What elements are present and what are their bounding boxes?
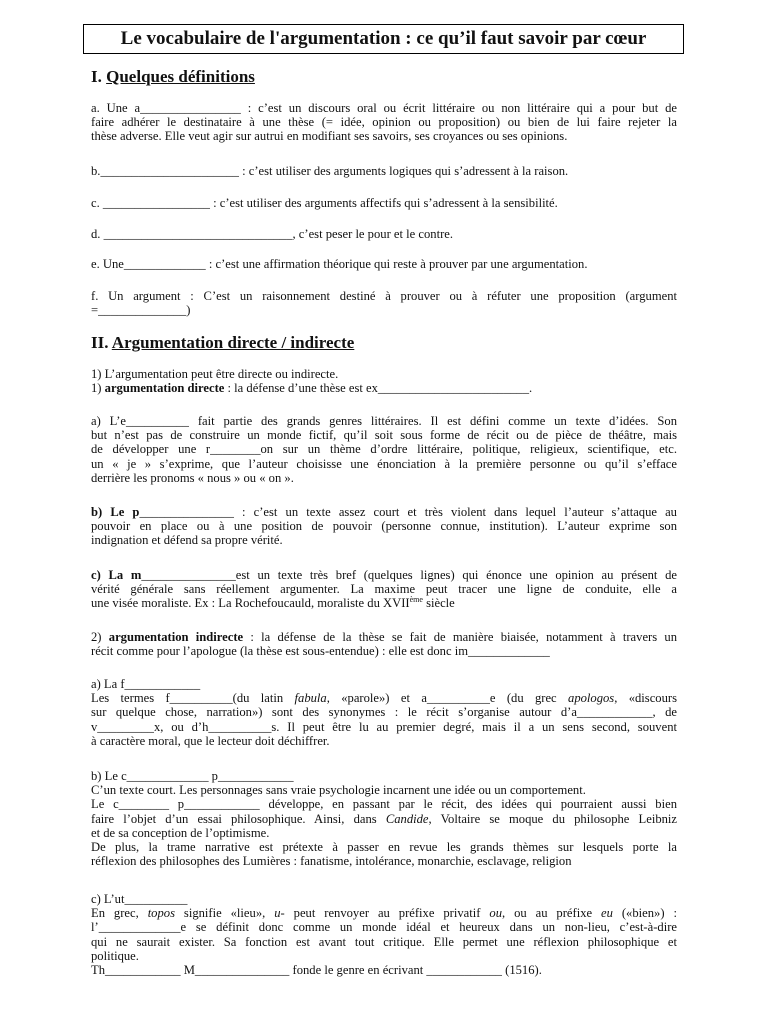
section-1-heading: [91, 67, 255, 87]
conte-line: De plus, la trame narrative est prétexte à passer en revue les grands thèmes sur lesquels porte la: [91, 840, 677, 855]
essai-line: de développer une r________on sur un thème d’ordre littéraire, politique, religieux, scientifique, etc.: [91, 442, 677, 457]
fable-greek-word: apologos: [568, 691, 615, 706]
document-title: Le vocabulaire de l'argumentation : ce qu’il faut savoir par cœur: [83, 24, 684, 54]
indirecte-paragraph: [91, 630, 677, 658]
section-2-heading: [91, 333, 354, 353]
utopie-line: politique.: [91, 948, 139, 963]
section-2-number: II.: [91, 333, 109, 352]
indirecte-term: argumentation indirecte: [108, 630, 244, 644]
fable-title: a) La f____________: [91, 677, 201, 691]
fable-line: à caractère moral, que le lecteur doit déchiffrer.: [91, 733, 330, 748]
utopie-text: («bien») :: [612, 906, 677, 921]
pamphlet-text: _______________ : c’est un texte assez court et très violent dans lequel l’auteur s’attaque au: [139, 505, 677, 519]
conte-line: [91, 812, 677, 826]
pamphlet-line: pouvoir en place ou à une position de pouvoir (personne connue, institution). L’auteur exprime son: [91, 519, 677, 534]
conte-text: faire l’objet d’un essai philosophique. Ainsi, dans: [91, 811, 386, 826]
utopie-line: [91, 906, 677, 920]
definition-e-line: e. Une_____________ : c’est une affirmation théorique qui reste à prouver par une argumentation.: [91, 257, 588, 271]
fable-latin-word: fabula: [294, 691, 327, 706]
intro-rest: : la défense d’une thèse est ex________________________.: [224, 381, 533, 396]
maxime-line: vérité générale sans réellement argumenter. La maxime peut tracer une ligne de conduite, elle a: [91, 582, 677, 597]
intro-number: 1): [91, 381, 105, 396]
definition-a-line: faire adhérer le destinataire à une thèse (= idée, opinion ou proposition) ou bien de lui faire rejeter la: [91, 115, 677, 130]
essai-paragraph: [91, 414, 677, 485]
utopie-text: En grec,: [91, 906, 148, 921]
conte-line: et de sa conception de l’optimisme.: [91, 825, 270, 840]
conte-line: C’un texte court. Les personnages sans vraie psychologie incarnent une idée ou un comportement.: [91, 783, 586, 798]
maxime-tail: siècle: [422, 596, 455, 611]
maxime-line: [91, 596, 677, 610]
candide-title: Candide: [385, 811, 429, 826]
definition-f-line: f. Un argument : C’est un raisonnement destiné à prouver ou à réfuter une proposition (argument: [91, 289, 677, 303]
prefix-word: u-: [274, 906, 285, 921]
indirecte-rest: : la défense de la thèse se fait de manière biaisée, notamment à travers un: [243, 630, 677, 644]
definition-a: [91, 101, 677, 144]
definition-f: [91, 289, 677, 317]
fable-paragraph: [91, 677, 677, 748]
conte-text: , Voltaire se moque du philosophe Leibniz: [428, 811, 678, 826]
essai-line: but n’est pas de construire un monde fictif, qu’il soit sous forme de récit ou de pièce de théâtre, mais: [91, 428, 677, 443]
intro-term: argumentation directe: [104, 381, 225, 396]
definition-b: [91, 164, 677, 178]
conte-line: Le c________ p____________ développe, en passant par le récit, des idées qui pourraient aussi bien: [91, 797, 677, 812]
prefix-word: ou: [489, 906, 502, 921]
definition-a-line: thèse adverse. Elle veut agir sur autrui en modifiant ses savoirs, ses croyances ou ses opinions.: [91, 129, 568, 144]
indirecte-line: récit comme pour l’apologue (la thèse est sous-entendue) : elle est donc im_____________: [91, 644, 550, 659]
intro-line: 1) L’argumentation peut être directe ou indirecte.: [91, 367, 339, 381]
maxime-text: _______________est un texte très bref (quelques lignes) qui énonce une opinion au présent de: [141, 568, 677, 582]
essai-line: a) L’e__________ fait partie des grands genres littéraires. Il est défini comme un texte d’idées. Son: [91, 414, 677, 428]
definition-c: [91, 196, 677, 210]
utopie-text: peut renvoyer au préfixe privatif: [284, 906, 490, 921]
greek-word: topos: [147, 906, 175, 921]
utopie-text: signifie «lieu»,: [174, 906, 275, 921]
section-1-title: Quelques définitions: [106, 67, 255, 86]
utopie-title: c) L’ut__________: [91, 892, 188, 906]
definition-a-line: a. Une a________________ : c’est un discours oral ou écrit littéraire ou non littéraire qui a pour but de: [91, 101, 677, 115]
definition-c-line: c. _________________ : c’est utiliser des arguments affectifs qui s’adressent à la sensibilité.: [91, 196, 558, 210]
essai-line: derrière les pronoms « nous » ou « on ».: [91, 470, 294, 485]
definition-d-line: d. ______________________________, c’est peser le pour et le contre.: [91, 227, 453, 241]
maxime-text: une visée moraliste. Ex : La Rochefoucauld, moraliste du XVII: [91, 596, 410, 611]
definition-f-line: =______________): [91, 303, 191, 318]
maxime-label: c) La m: [91, 568, 142, 582]
fable-text: Les termes f__________(du latin: [91, 691, 295, 706]
maxime-line: [91, 568, 677, 582]
utopie-line: Th____________ M_______________ fonde le genre en écrivant ____________ (1516).: [91, 963, 542, 978]
essai-line: un « je » s’exprime, que l’auteur choisisse une énonciation à la première personne ou qu’il s’efface: [91, 456, 677, 471]
conte-title: b) Le c_____________ p____________: [91, 769, 294, 783]
pamphlet-line: indignation et défend sa propre vérité.: [91, 533, 283, 548]
pamphlet-label: b) Le p: [91, 505, 140, 519]
utopie-text: , ou au préfixe: [501, 906, 602, 921]
indirecte-line: [91, 630, 677, 644]
intro-line: [91, 381, 677, 395]
fable-line: sur quelque chose, narration») sont des synonymes : le récit s’organise autour d’a____________, de: [91, 705, 677, 720]
conte-line: réflexion des philosophes des Lumières : fanatisme, intolérance, monarchie, esclavage, religion: [91, 854, 572, 869]
fable-line: [91, 691, 677, 705]
utopie-line: l’_____________e se définit donc comme un monde idéal et heureux dans un non-lieu, c’est-à-dire: [91, 920, 677, 935]
definition-b-line: b.______________________ : c’est utiliser des arguments logiques qui s’adressent à la raison.: [91, 164, 569, 178]
pamphlet-line: [91, 505, 677, 519]
fable-text: , «discours: [614, 691, 677, 706]
century-superscript: ème: [409, 595, 423, 605]
indirecte-number: 2): [91, 630, 109, 644]
definition-d: [91, 227, 677, 241]
section-2-intro: [91, 367, 677, 395]
maxime-paragraph: [91, 568, 677, 611]
utopie-line: qui ne saurait exister. Sa fonction est avant tout critique. Elle permet une réflexion philosophique et: [91, 934, 677, 949]
section-2-title: Argumentation directe / indirecte: [111, 333, 355, 352]
definition-e: [91, 257, 677, 271]
prefix-word: eu: [601, 906, 613, 921]
fable-line: v_________x, ou d’h__________s. Il peut être lu au premier degré, mais il a un sens second, souvent: [91, 719, 677, 734]
conte-paragraph: [91, 769, 677, 868]
section-1-number: I.: [91, 67, 102, 86]
utopie-paragraph: [91, 892, 677, 977]
fable-text: , «parole») et a__________e (du grec: [326, 691, 569, 706]
pamphlet-paragraph: [91, 505, 677, 548]
